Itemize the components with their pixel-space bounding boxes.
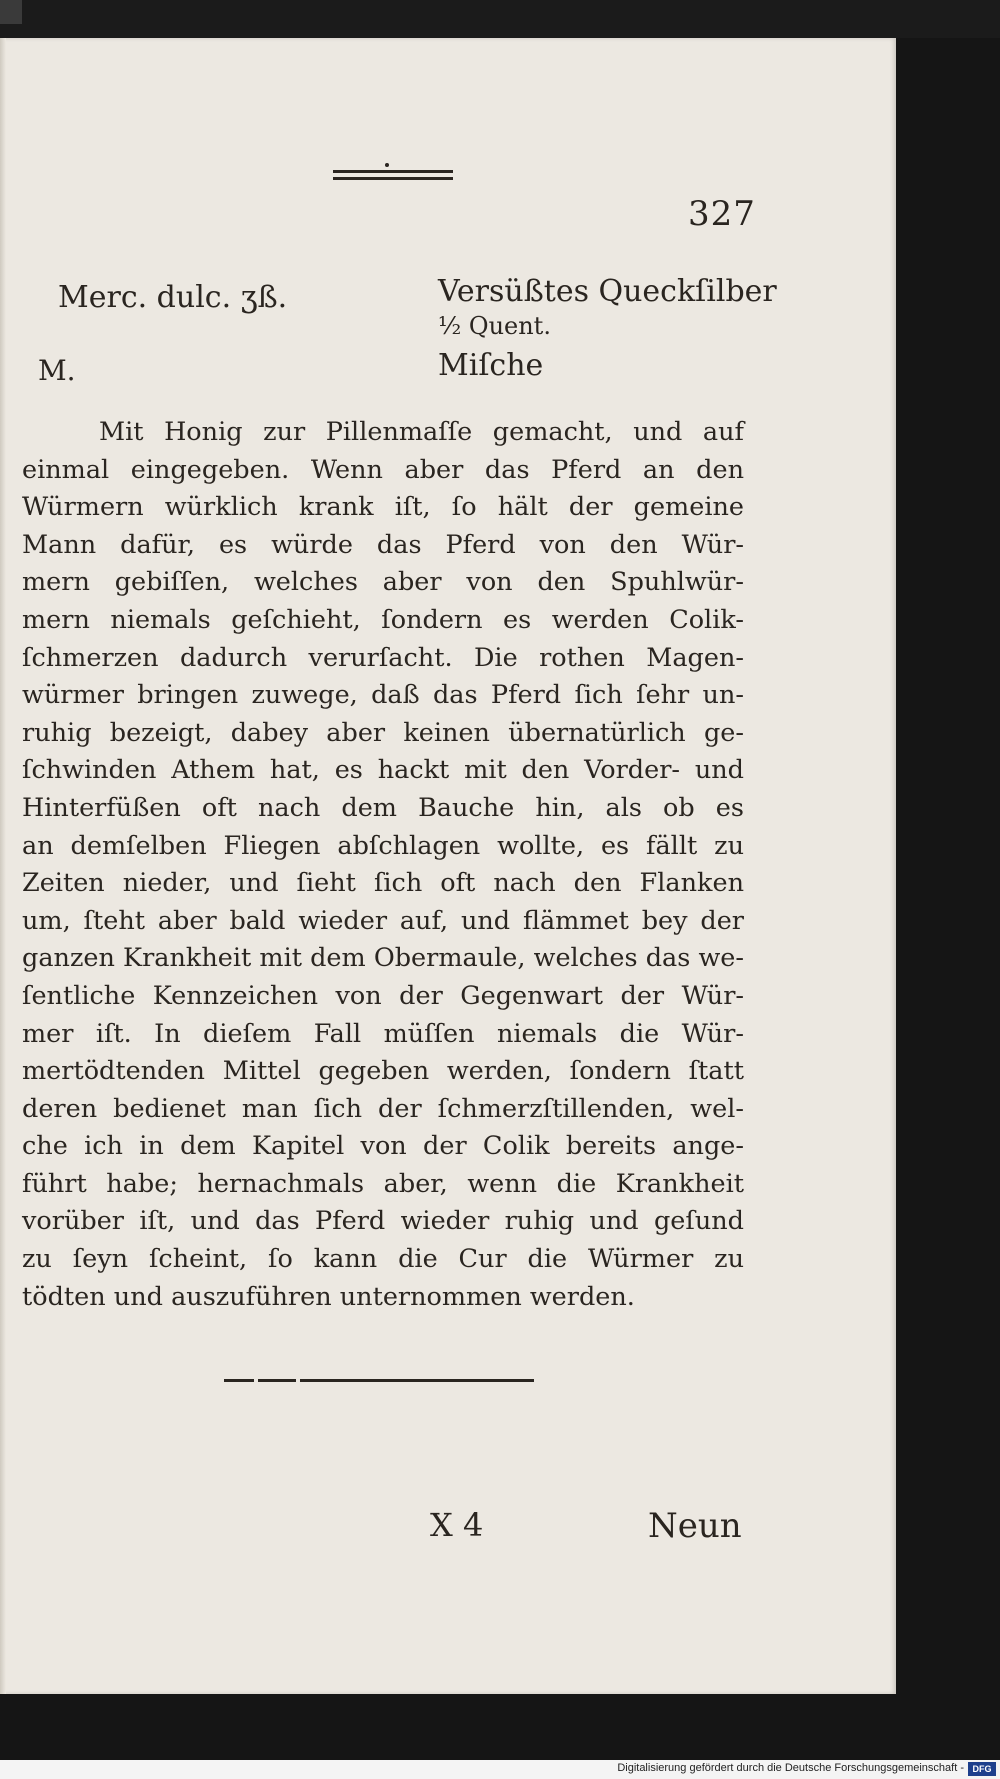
rule-segment: [224, 1379, 254, 1382]
recipe-german-quantity: ½ Quent.: [438, 312, 551, 340]
text-line: ſchwinden Athem hat, es hackt mit den Vorder- und: [22, 755, 744, 786]
text-line: mer iſt. In dieſem Fall müſſen niemals die Wür-: [22, 1018, 744, 1049]
dfg-logo: DFG: [968, 1762, 996, 1776]
text-line: Zeiten nieder, und ſieht ſich oft nach den Flanken: [22, 868, 744, 899]
text-line: tödten und auszuführen unternommen werden.: [22, 1281, 635, 1312]
ornament-dot: [385, 163, 389, 167]
catchword: Neun: [648, 1506, 742, 1546]
rule-segment: [258, 1379, 296, 1382]
text-line: Hinterfüßen oft nach dem Bauche hin, als ob es: [22, 792, 744, 823]
text-line: an demſelben Fliegen abſchlagen wollte, es fällt zu: [22, 830, 744, 861]
recipe-latin-instruction: M.: [38, 354, 76, 387]
body-paragraph: [22, 414, 744, 1316]
header-ornament-rule: [333, 170, 453, 180]
text-line: zu ſeyn ſcheint, ſo kann die Cur die Würmer zu: [22, 1244, 744, 1275]
text-line: einmal eingegeben. Wenn aber das Pferd an den: [22, 454, 744, 485]
funding-notice: Digitalisierung gefördert durch die Deutsche Forschungsgemeinschaft -: [617, 1762, 964, 1774]
recipe-latin-ingredient: Merc. dulc. ʒß.: [58, 280, 288, 315]
section-end-rule: [224, 1379, 534, 1382]
text-line: führt habe; hernachmals aber, wenn die Krankheit: [22, 1168, 744, 1199]
top-strip: [0, 0, 1000, 38]
text-line: che ich in dem Kapitel von der Colik bereits ange-: [22, 1131, 744, 1162]
text-line: mertödtenden Mittel gegeben werden, ſondern ſtatt: [22, 1056, 744, 1087]
text-line: deren bedienet man ſich der ſchmerzſtillenden, wel-: [22, 1093, 744, 1124]
book-page: [0, 38, 896, 1694]
text-line: Würmern würklich krank iſt, ſo hält der gemeine: [22, 492, 744, 523]
recipe-german-instruction: Miſche: [438, 348, 544, 383]
text-line: würmer bringen zuwege, daß das Pferd ſich ſehr un-: [22, 680, 744, 711]
corner-tab: [0, 0, 22, 24]
text-line: mern niemals geſchieht, ſondern es werden Colik-: [22, 604, 744, 635]
text-line: mern gebiſſen, welches aber von den Spuhlwür-: [22, 567, 744, 598]
text-line: ſchmerzen dadurch verurſacht. Die rothen Magen-: [22, 642, 744, 673]
rule-segment: [300, 1379, 534, 1382]
text-line: ſentliche Kennzeichen von der Gegenwart der Wür-: [22, 980, 744, 1011]
text-line: Mann dafür, es würde das Pferd von den Wür-: [22, 529, 744, 560]
text-line: ganzen Krankheit mit dem Obermaule, welches das we-: [22, 943, 744, 974]
rule-bar-top: [333, 170, 453, 173]
text-line: Mit Honig zur Pillenmaſſe gemacht, und auf: [99, 417, 744, 447]
page-number: 327: [688, 194, 756, 234]
signature-mark: X 4: [430, 1506, 484, 1544]
text-line: vorüber iſt, und das Pferd wieder ruhig und geſund: [22, 1206, 744, 1237]
footer-bar: [0, 1760, 1000, 1779]
text-line: um, ſteht aber bald wieder auf, und flämmet bey der: [22, 905, 744, 936]
rule-bar-bottom: [333, 177, 453, 180]
text-line: ruhig bezeigt, dabey aber keinen übernatürlich ge-: [22, 717, 744, 748]
recipe-german-ingredient: Versüßtes Queckſilber: [438, 274, 777, 309]
